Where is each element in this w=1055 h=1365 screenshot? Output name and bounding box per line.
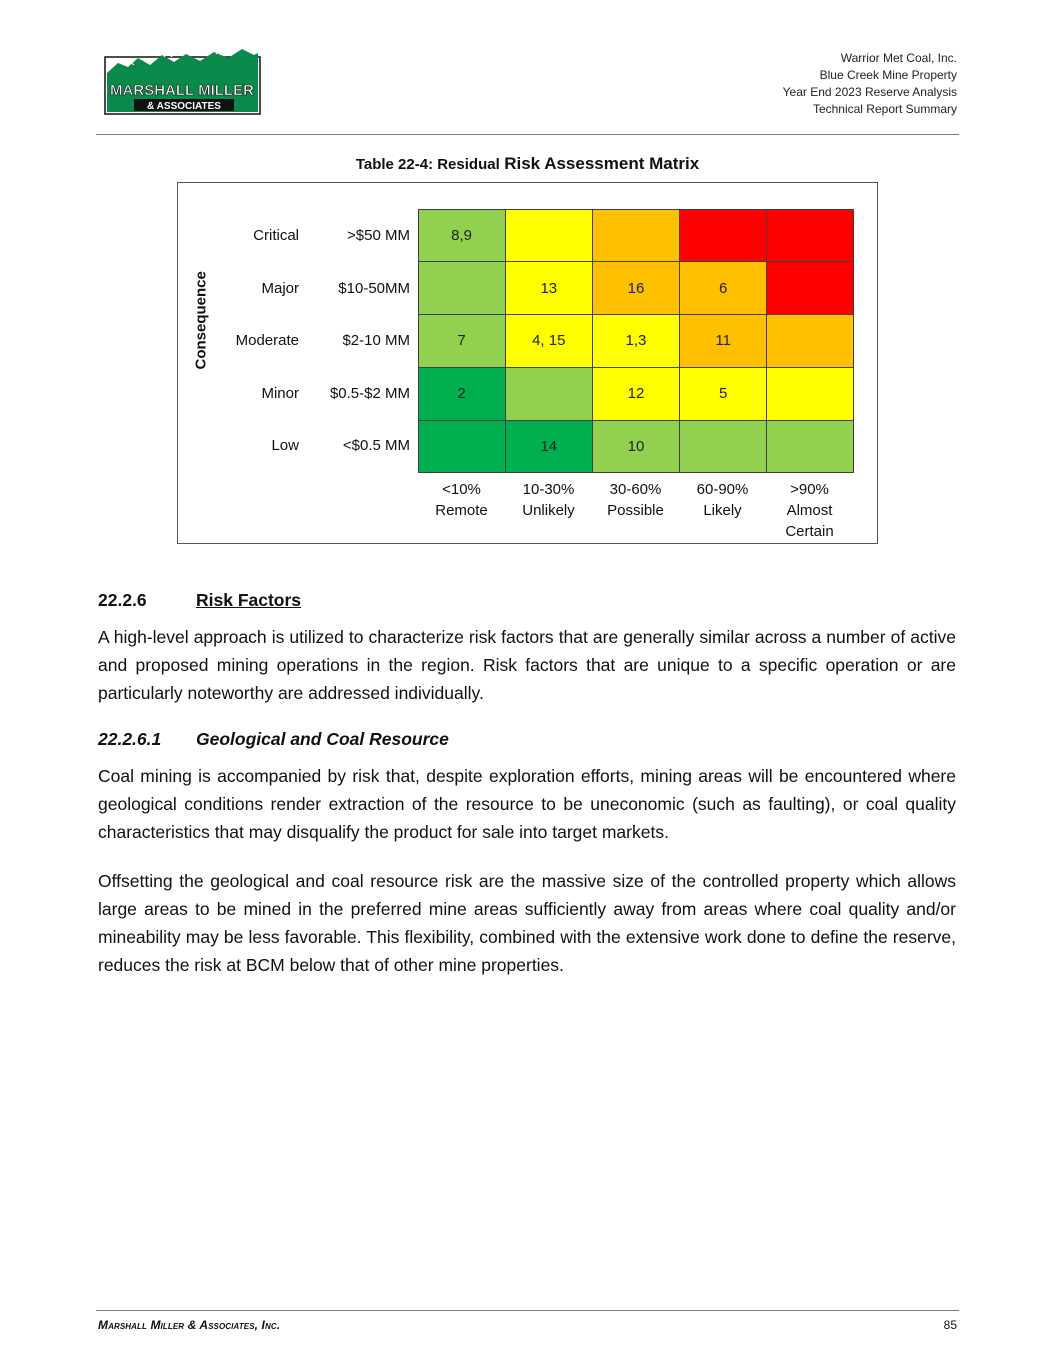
matrix-cell <box>766 420 854 474</box>
section-paragraph: A high-level approach is utilized to characterize risk factors that are generally similar across a number of active and proposed mining operations in the region. Risk factors that are unique to a specific operation or are particularly noteworthy are addressed individually. <box>98 627 956 703</box>
matrix-cell: 11 <box>679 314 767 368</box>
row-label-range: $10-50MM <box>338 280 410 297</box>
svg-text:& ASSOCIATES: & ASSOCIATES <box>147 101 221 112</box>
header-line: Year End 2023 Reserve Analysis <box>782 85 957 99</box>
column-label: 60-90% Likely <box>696 481 749 519</box>
risk-matrix-grid <box>418 209 854 473</box>
row-label-name: Minor <box>261 385 299 402</box>
matrix-cell: 16 <box>592 261 680 315</box>
svg-text:MARSHALL MILLER: MARSHALL MILLER <box>110 82 254 99</box>
subsection-paragraph: Offsetting the geological and coal resource risk are the massive size of the controlled property which allows large areas to be mined in the preferred mine areas sufficiently away from areas where coal quality and/or mineability may be less favorable. This flexibility, combined with the extensive work done to define the reserve, reduces the risk at BCM below that of other mine properties. <box>98 871 956 975</box>
matrix-cell: 13 <box>505 261 593 315</box>
matrix-cell: 4, 15 <box>505 314 593 368</box>
matrix-cell <box>766 209 854 263</box>
row-label-name: Critical <box>253 227 299 244</box>
footer-divider <box>96 1310 959 1311</box>
header-line: Warrior Met Coal, Inc. <box>840 51 957 65</box>
row-label-range: >$50 MM <box>347 227 410 244</box>
matrix-cell <box>679 420 767 474</box>
header-info <box>783 50 957 118</box>
section-heading: 22.2.6 Risk Factors <box>98 590 302 610</box>
column-label: 30-60% Possible <box>607 481 664 519</box>
matrix-cell <box>679 209 767 263</box>
matrix-cell: 1,3 <box>592 314 680 368</box>
page-number: 85 <box>943 1318 957 1332</box>
header-line: Technical Report Summary <box>812 102 957 116</box>
matrix-cell <box>766 314 854 368</box>
matrix-cell: 12 <box>592 367 680 421</box>
matrix-cell: 5 <box>679 367 767 421</box>
matrix-cell: 8,9 <box>418 209 506 263</box>
subsection-paragraph: Coal mining is accompanied by risk that, despite exploration efforts, mining areas will be encountered where geological conditions render extraction of the resource to be uneconomic (such as faulting), or coal quality characteristics that may disqualify the product for sale into target markets. <box>98 766 956 842</box>
row-label-name: Moderate <box>235 332 299 349</box>
table-caption: Table 22-4: Residual Risk Assessment Matrix <box>355 154 700 173</box>
matrix-cell <box>418 261 506 315</box>
matrix-cell: 6 <box>679 261 767 315</box>
header-line: Blue Creek Mine Property <box>819 68 957 82</box>
matrix-cell <box>418 420 506 474</box>
matrix-cell <box>766 367 854 421</box>
column-label: <10% Remote <box>435 481 488 519</box>
matrix-cell: 10 <box>592 420 680 474</box>
footer-company: Marshall Miller & Associates, Inc. <box>98 1318 281 1332</box>
company-logo <box>104 43 261 115</box>
column-label: >90% Almost Certain <box>785 481 834 540</box>
subsection-heading: 22.2.6.1 Geological and Coal Resource <box>98 729 449 749</box>
matrix-cell: 7 <box>418 314 506 368</box>
row-label-range: <$0.5 MM <box>342 437 410 454</box>
row-label-range: $0.5-$2 MM <box>329 385 410 402</box>
matrix-cell <box>766 261 854 315</box>
header-divider <box>96 134 959 135</box>
matrix-cell <box>505 367 593 421</box>
matrix-cell: 14 <box>505 420 593 474</box>
row-label-range: $2-10 MM <box>342 332 410 349</box>
consequence-axis-title: Consequence <box>192 271 210 370</box>
row-label-name: Low <box>271 437 299 454</box>
matrix-cell <box>505 209 593 263</box>
column-label: 10-30% Unlikely <box>522 481 575 519</box>
matrix-cell: 2 <box>418 367 506 421</box>
matrix-cell <box>592 209 680 263</box>
row-label-name: Major <box>261 280 299 297</box>
